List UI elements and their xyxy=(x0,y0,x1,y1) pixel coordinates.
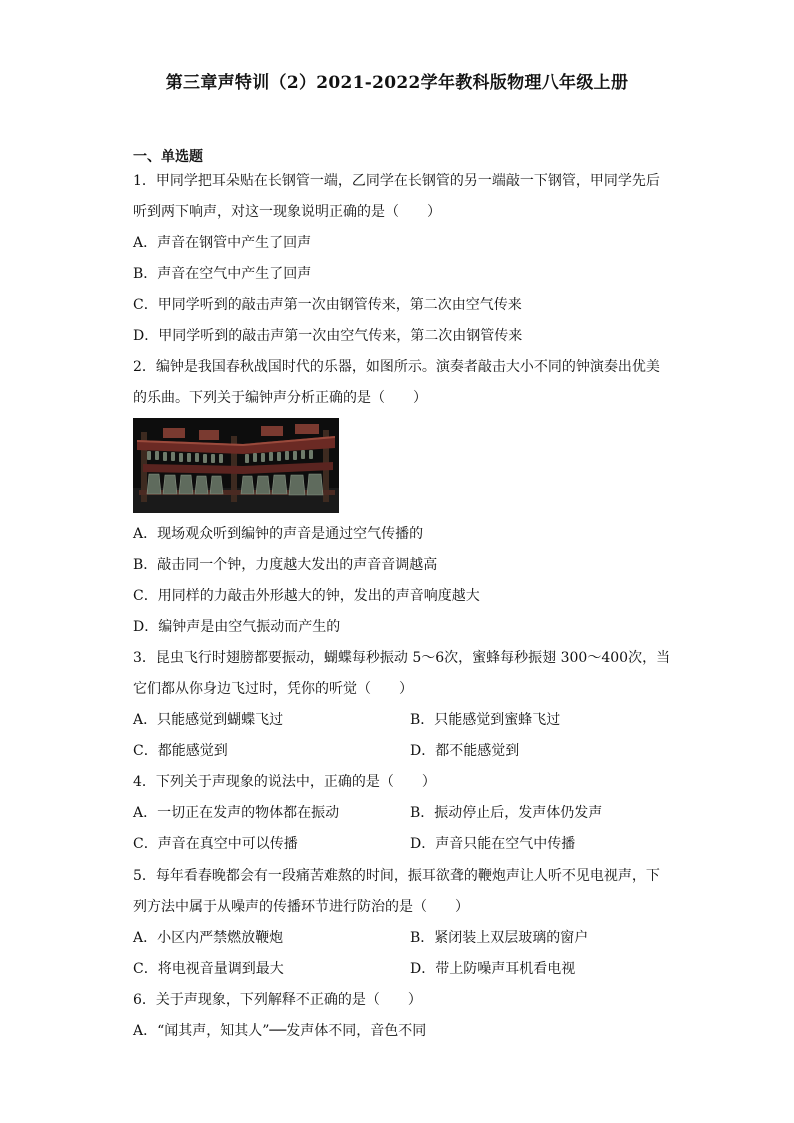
question-2-option-d: D．编钟声是由空气振动而产生的 xyxy=(133,619,341,635)
question-6-option-a: A．“闻其声，知其人”──发声体不同，音色不同 xyxy=(133,1023,427,1039)
question-1-option-a: A．声音在钢管中产生了回声 xyxy=(133,235,312,251)
bianzhong-photo xyxy=(133,418,339,513)
question-4-option-d: D．声音只能在空气中传播 xyxy=(410,836,576,852)
question-4-option-a: A．一切正在发声的物体都在振动 xyxy=(133,805,340,821)
question-5-text: 5．每年看春晚都会有一段痛苦难熬的时间，振耳欲聋的鞭炮声让人听不见电视声，下 xyxy=(133,868,660,884)
question-4-option-c: C．声音在真空中可以传播 xyxy=(133,836,298,852)
page-title: 第三章声特训（2）2021-2022学年教科版物理八年级上册 xyxy=(165,73,629,93)
question-5-option-c: C．将电视音量调到最大 xyxy=(133,961,284,977)
question-1-option-d: D．甲同学听到的敲击声第一次由空气传来，第二次由钢管传来 xyxy=(133,328,523,344)
question-5-option-d: D．带上防噪声耳机看电视 xyxy=(410,961,576,977)
section-heading: 一、单选题 xyxy=(133,149,203,165)
question-4-option-b: B．振动停止后，发声体仍发声 xyxy=(410,805,603,821)
question-3-text: 3．昆虫飞行时翅膀都要振动，蝴蝶每秒振动 5～6次，蜜蜂每秒振翅 300～400次，当 xyxy=(133,650,671,666)
question-1-option-c: C．甲同学听到的敲击声第一次由钢管传来，第二次由空气传来 xyxy=(133,297,522,313)
question-2-option-b: B．敲击同一个钟，力度越大发出的声音音调越高 xyxy=(133,557,438,573)
question-1-text: 1．甲同学把耳朵贴在长钢管一端，乙同学在长钢管的另一端敲一下钢管，甲同学先后 xyxy=(133,173,660,189)
question-1-option-b: B．声音在空气中产生了回声 xyxy=(133,266,312,282)
question-3-option-c: C．都能感觉到 xyxy=(133,743,228,759)
question-3-text-cont: 它们都从你身边飞过时，凭你的听觉（ ） xyxy=(133,681,413,697)
question-3-option-b: B．只能感觉到蜜蜂飞过 xyxy=(410,712,561,728)
question-5-option-b: B．紧闭装上双层玻璃的窗户 xyxy=(410,930,589,946)
question-5-text-cont: 列方法中属于从噪声的传播环节进行防治的是（ ） xyxy=(133,899,469,915)
question-5-option-a: A．小区内严禁燃放鞭炮 xyxy=(133,930,284,946)
question-6-text: 6．关于声现象，下列解释不正确的是（ ） xyxy=(133,992,422,1008)
question-2-option-c: C．用同样的力敲击外形越大的钟，发出的声音响度越大 xyxy=(133,588,480,604)
question-4-text: 4．下列关于声现象的说法中，正确的是（ ） xyxy=(133,774,436,790)
question-1-text-cont: 听到两下响声，对这一现象说明正确的是（ ） xyxy=(133,204,441,220)
question-2-text: 2．编钟是我国春秋战国时代的乐器，如图所示。演奏者敲击大小不同的钟演奏出优美 xyxy=(133,359,660,375)
question-3-option-d: D．都不能感觉到 xyxy=(410,743,520,759)
question-3-option-a: A．只能感觉到蝴蝶飞过 xyxy=(133,712,284,728)
question-2-text-cont: 的乐曲。下列关于编钟声分析正确的是（ ） xyxy=(133,390,427,406)
question-2-option-a: A．现场观众听到编钟的声音是通过空气传播的 xyxy=(133,526,424,542)
